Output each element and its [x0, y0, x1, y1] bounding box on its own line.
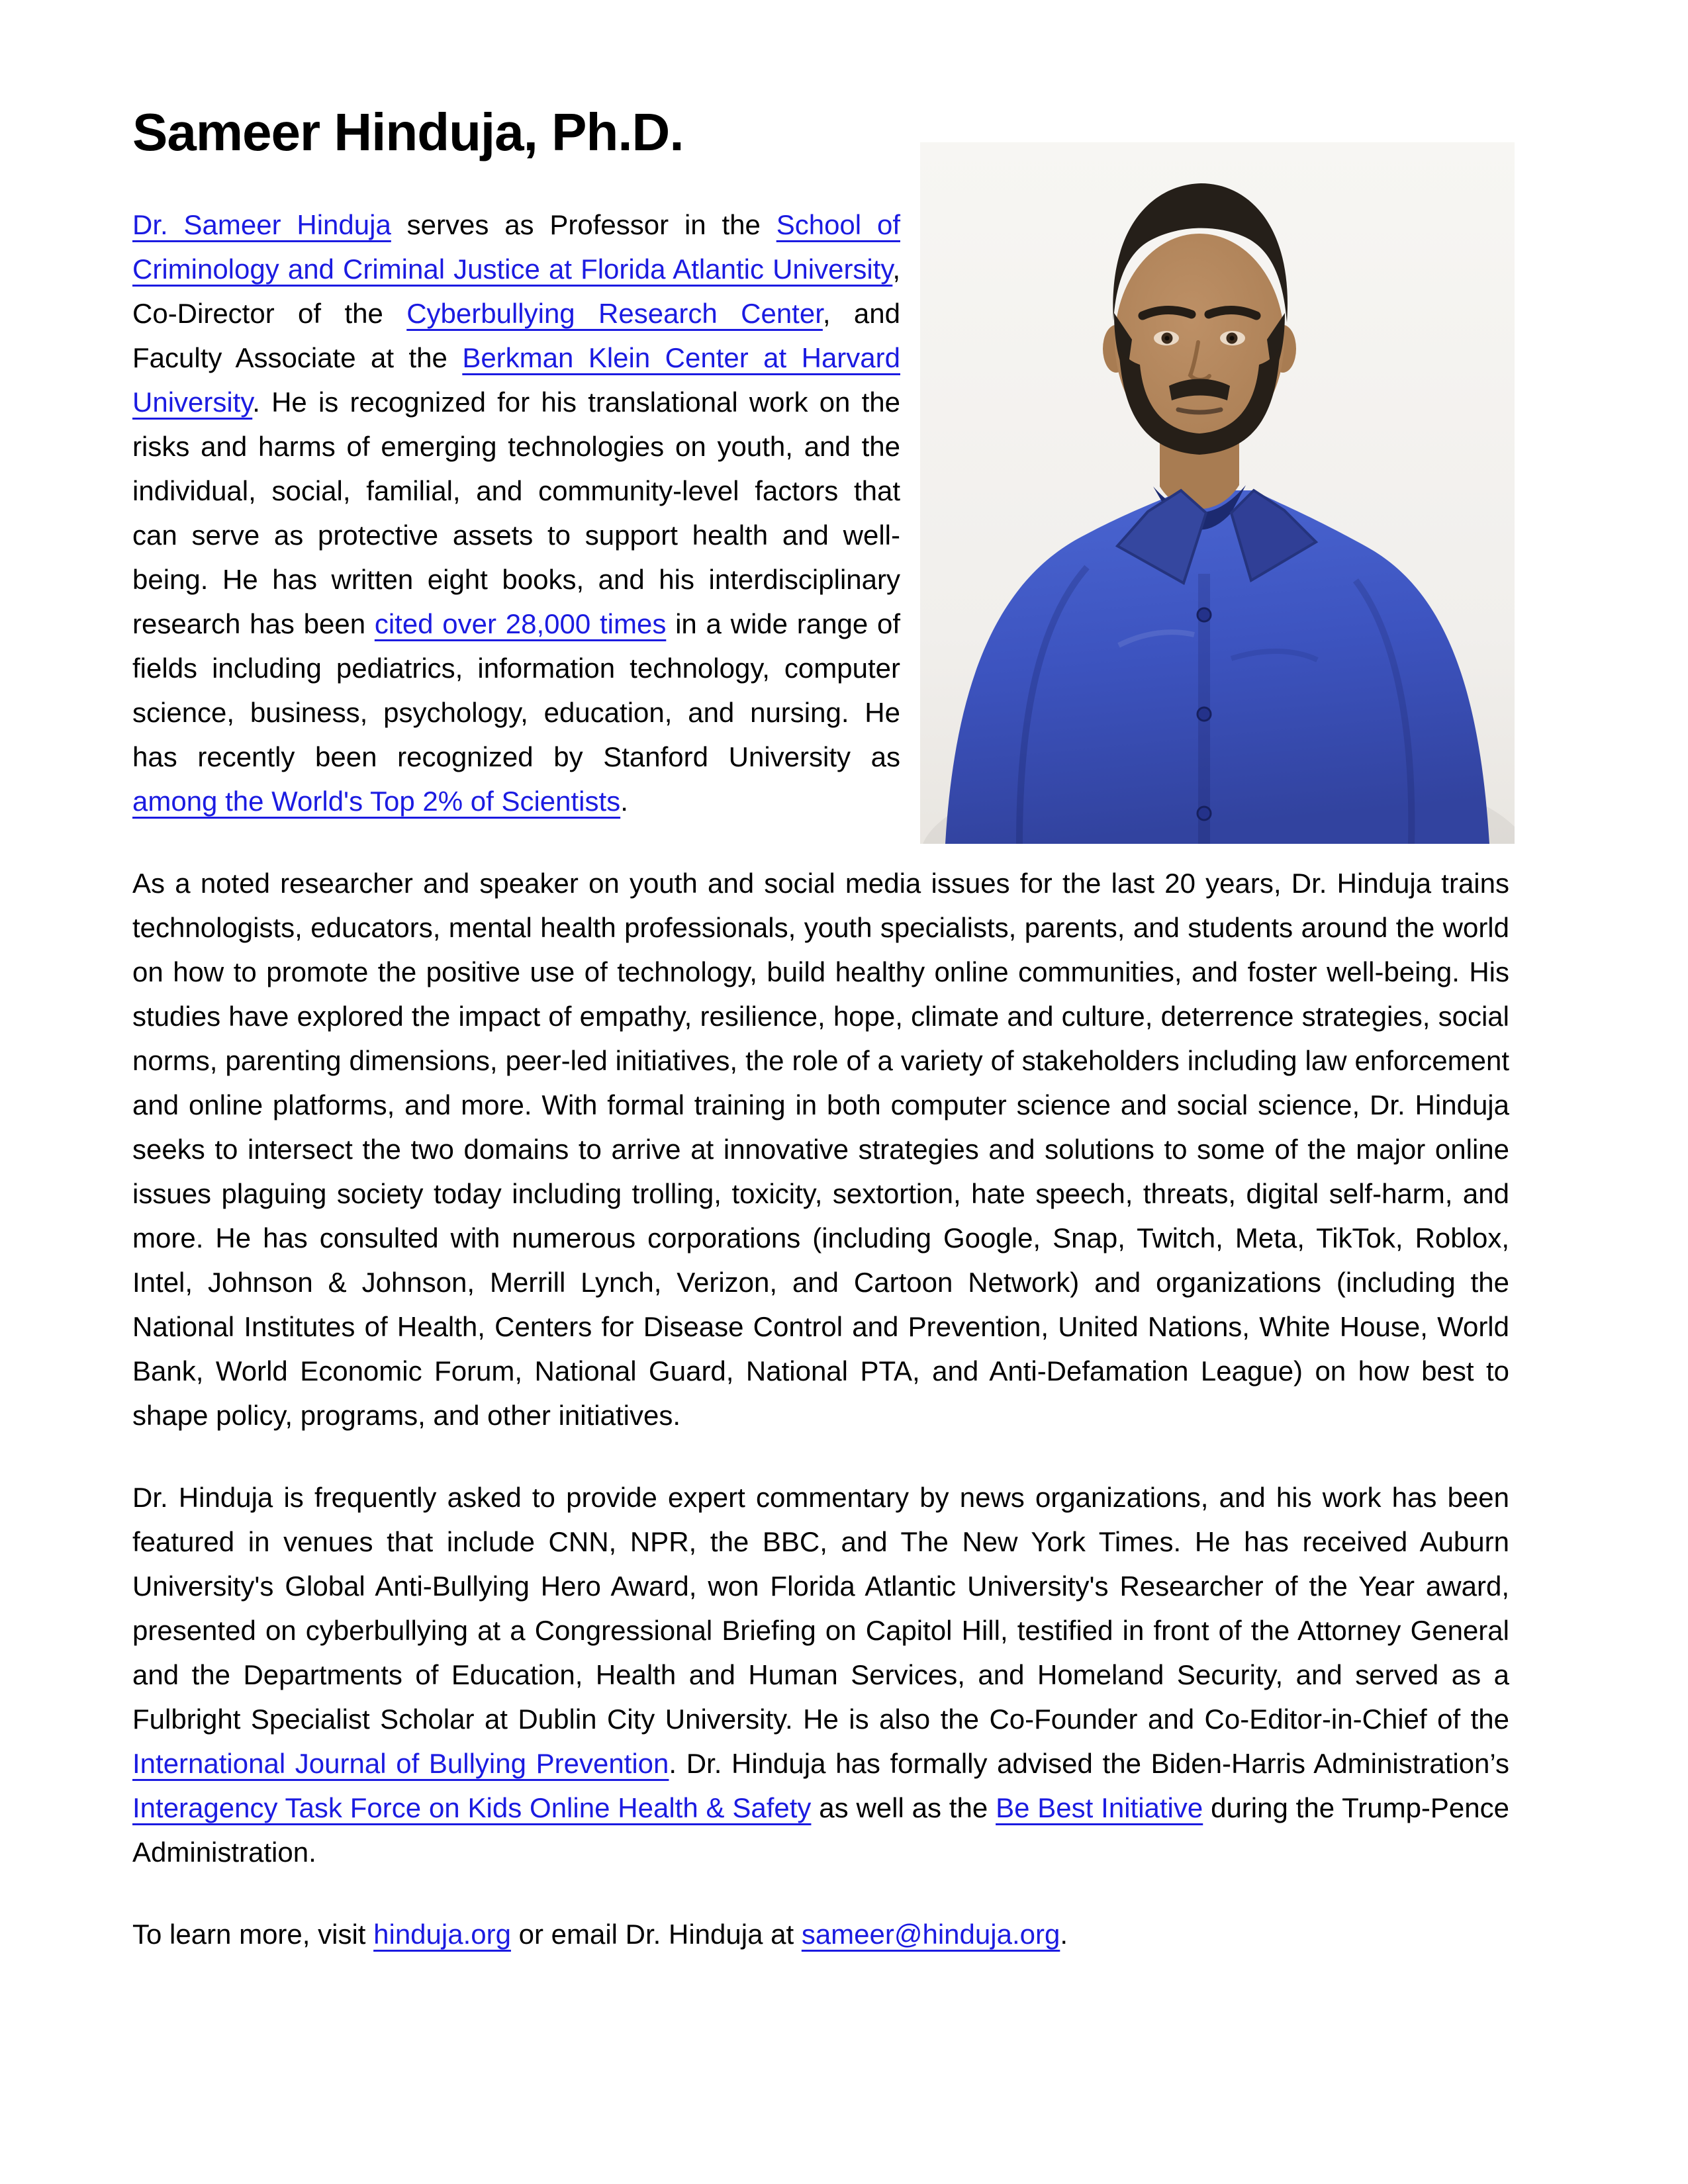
link-email-sameer[interactable]: sameer@hinduja.org [801, 1919, 1060, 1950]
link-cyberbullying-research-center[interactable]: Cyberbullying Research Center [406, 298, 823, 329]
shirt-button [1197, 707, 1211, 721]
bio-research-paragraph [132, 861, 1509, 1437]
text-run: as well as the [811, 1792, 996, 1823]
text-run: . He is recognized for his translational work on the risks and harms of emerging technologies on youth, and the individual, social, familial, and community-level factors that can serve as protective assets to support health and well-being. He has written eight books, and his interdisciplinary research has been [132, 387, 900, 639]
link-international-journal-bullying-prevention[interactable]: International Journal of Bullying Prevention [132, 1748, 669, 1779]
text-run: Dr. Hinduja is frequently asked to provide expert commentary by news organizations, and his work has been featured in venues that include CNN, NPR, the BBC, and The New York Times. He has received Auburn University's Global Anti-Bullying Hero Award, won Florida Atlantic University's Researcher of the Year award, presented on cyberbullying at a Congressional Briefing on Capitol Hill, testified in front of the Attorney General and the Departments of Education, Health and Human Services, and Homeland Security, and served as a Fulbright Specialist Scholar at Dublin City University. He is also the Co-Founder and Co-Editor-in-Chief of the [132, 1482, 1509, 1735]
text-run: during the Trump-Pence Administration. [132, 1792, 1509, 1868]
shirt-button [1197, 807, 1211, 820]
link-school-of-criminology-fau[interactable]: School of Criminology and Criminal Justice at Florida Atlantic University [132, 209, 900, 285]
link-cited-over-28000-times[interactable]: cited over 28,000 times [374, 608, 667, 639]
text-run: . [620, 786, 628, 817]
text-run: , and Faculty Associate at the [132, 298, 900, 373]
page-title: Sameer Hinduja, Ph.D. [132, 103, 684, 161]
shirt-button [1197, 608, 1211, 621]
text-run: serves as Professor in the [391, 209, 776, 240]
link-be-best-initiative[interactable]: Be Best Initiative [996, 1792, 1203, 1823]
bio-intro-paragraph [132, 203, 900, 823]
text-run: As a noted researcher and speaker on youth and social media issues for the last 20 years, Dr. Hinduja trains technologists, educators, mental health professionals, youth specialists, parents, and students around the world on how to promote the positive use of technology, build healthy online communities, and foster well-being. His studies have explored the impact of empathy, resilience, hope, climate and culture, deterrence strategies, social norms, parenting dimensions, peer-led initiatives, the role of a variety of stakeholders including law enforcement and online platforms, and more. With formal training in both computer science and social science, Dr. Hinduja seeks to intersect the two domains to arrive at innovative strategies and solutions to some of the major online issues plaguing society today including trolling, toxicity, sextortion, hate speech, threats, digital self-harm, and more. He has consulted with numerous corporations (including Google, Snap, Twitch, Meta, TikTok, Roblox, Intel, Johnson & Johnson, Merrill Lynch, Verizon, and Cartoon Network) and organizations (including the National Institutes of Health, Centers for Disease Control and Prevention, United Nations, White House, World Bank, World Economic Forum, National Guard, National PTA, and Anti-Defamation League) on how best to shape policy, programs, and other initiatives. [132, 868, 1509, 1431]
text-run: . Dr. Hinduja has formally advised the Biden-Harris Administration’s [669, 1748, 1509, 1779]
link-berkman-klein-center[interactable]: Berkman Klein Center at Harvard University [132, 342, 900, 418]
text-run: in a wide range of fields including pediatrics, information technology, computer science, business, psychology, education, and nursing. He has recently been recognized by Stanford University as [132, 608, 900, 772]
mouth [1178, 410, 1221, 412]
text-run: . [1060, 1919, 1068, 1950]
text-run: , Co-Director of the [132, 253, 900, 329]
portrait-photo-illustration [920, 142, 1515, 844]
bio-media-paragraph [132, 1475, 1509, 1874]
portrait-photo [920, 142, 1515, 844]
link-hinduja-org[interactable]: hinduja.org [373, 1919, 511, 1950]
link-dr-sameer-hinduja[interactable]: Dr. Sameer Hinduja [132, 209, 391, 240]
text-run: To learn more, visit [132, 1919, 374, 1950]
text-run: or email Dr. Hinduja at [510, 1919, 802, 1950]
link-interagency-task-force[interactable]: Interagency Task Force on Kids Online Health & Safety [132, 1792, 812, 1823]
contact-line [132, 1912, 1509, 1956]
link-worlds-top-2-percent-scientists[interactable]: among the World's Top 2% of Scientists [132, 786, 621, 817]
